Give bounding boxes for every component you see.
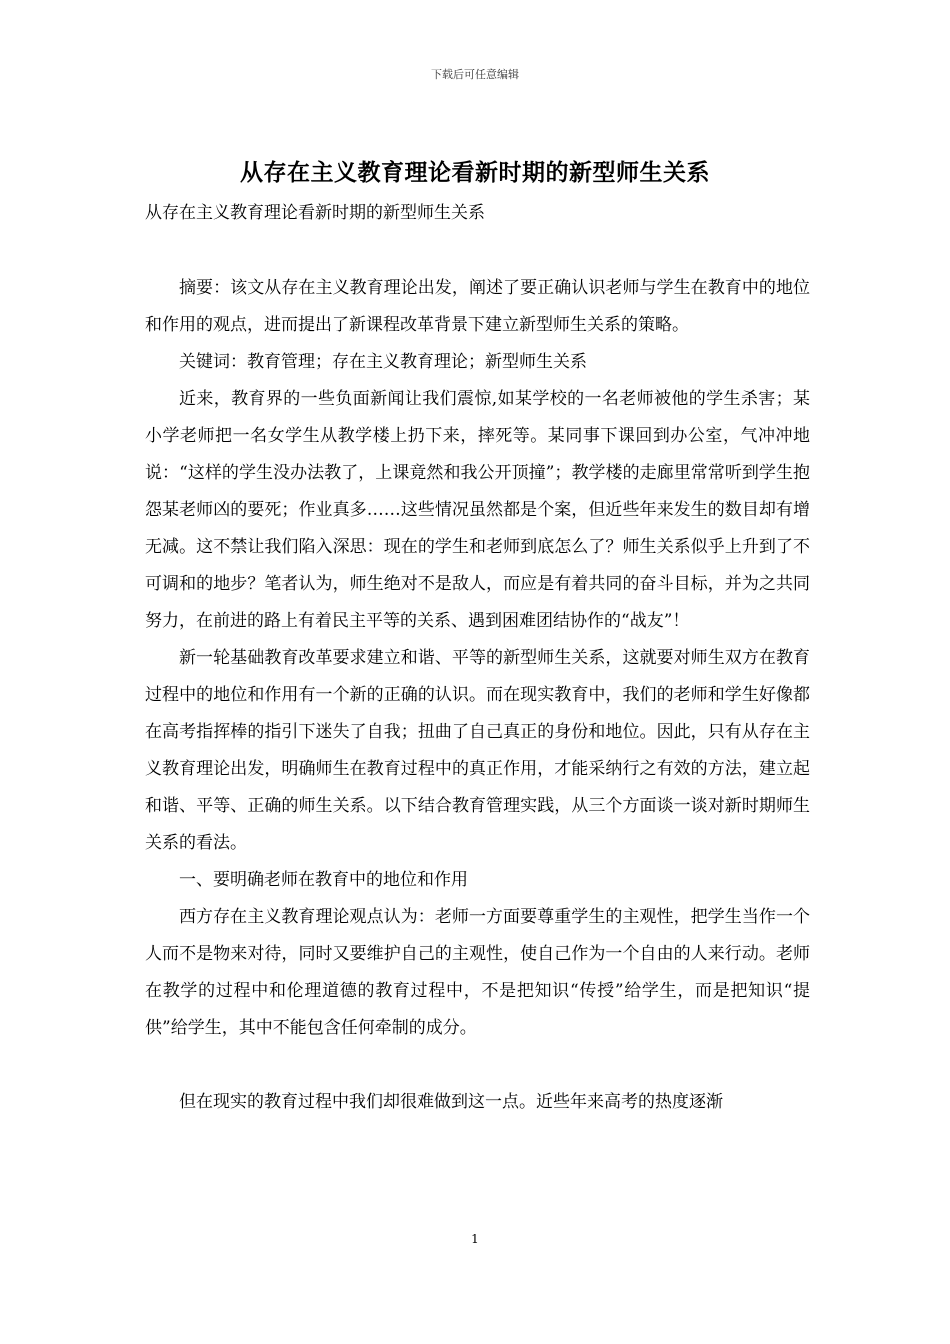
body-paragraph: 西方存在主义教育理论观点认为：老师一方面要尊重学生的主观性，把学生当作一个人而不是物来对待，同时又要维护自己的主观性，使自己作为一个自由的人来行动。老师在教学的过程中和伦理道德的教育过程中，不是把知识“传授”给学生，而是把知识“提供”给学生，其中不能包含任何牵制的成分。 (145, 907, 810, 1038)
body-paragraph: 近来，教育界的一些负面新闻让我们震惊,如某学校的一名老师被他的学生杀害；某小学老师把一名女学生从教学楼上扔下来，摔死等。某同事下课回到办公室，气冲冲地说：“这样的学生没办法教了，上课竟然和我公开顶撞”；教学楼的走廊里常常听到学生抱怨某老师凶的要死；作业真多……这些情况虽然都是个案，但近些年来发生的数目却有增无减。这不禁让我们陷入深思：现在的学生和老师到底怎么了？师生关系似乎上升到了不可调和的地步？笔者认为，师生绝对不是敌人，而应是有着共同的奋斗目标，并为之共同努力，在前进的路上有着民主平等的关系、遇到困难团结协作的“战友”！ (145, 389, 810, 631)
body-paragraph: 但在现实的教育过程中我们却很难做到这一点。近些年来高考的热度逐渐 (179, 1092, 723, 1112)
body-paragraph: 新一轮基础教育改革要求建立和谐、平等的新型师生关系，这就要对师生双方在教育过程中的地位和作用有一个新的正确的认识。而在现实教育中，我们的老师和学生好像都在高考指挥棒的指引下迷失了自我；扭曲了自己真正的身份和地位。因此，只有从存在主义教育理论出发，明确师生在教育过程中的真正作用，才能采纳行之有效的方法，建立起和谐、平等、正确的师生关系。以下结合教育管理实践，从三个方面谈一谈对新时期师生关系的看法。 (145, 648, 810, 853)
page-number: 1 (471, 1232, 479, 1246)
section-heading: 一、要明确老师在教育中的地位和作用 (179, 870, 468, 890)
document-title: 从存在主义教育理论看新时期的新型师生关系 (240, 159, 710, 186)
abstract-paragraph: 摘要：该文从存在主义教育理论出发，阐述了要正确认识老师与学生在教育中的地位和作用的观点，进而提出了新课程改革背景下建立新型师生关系的策略。 (145, 278, 810, 335)
document-body (145, 270, 810, 1121)
keywords-paragraph: 关键词：教育管理；存在主义教育理论；新型师生关系 (179, 352, 587, 372)
document-subtitle: 从存在主义教育理论看新时期的新型师生关系 (145, 203, 485, 223)
page-header-note: 下载后可任意编辑 (431, 68, 519, 81)
